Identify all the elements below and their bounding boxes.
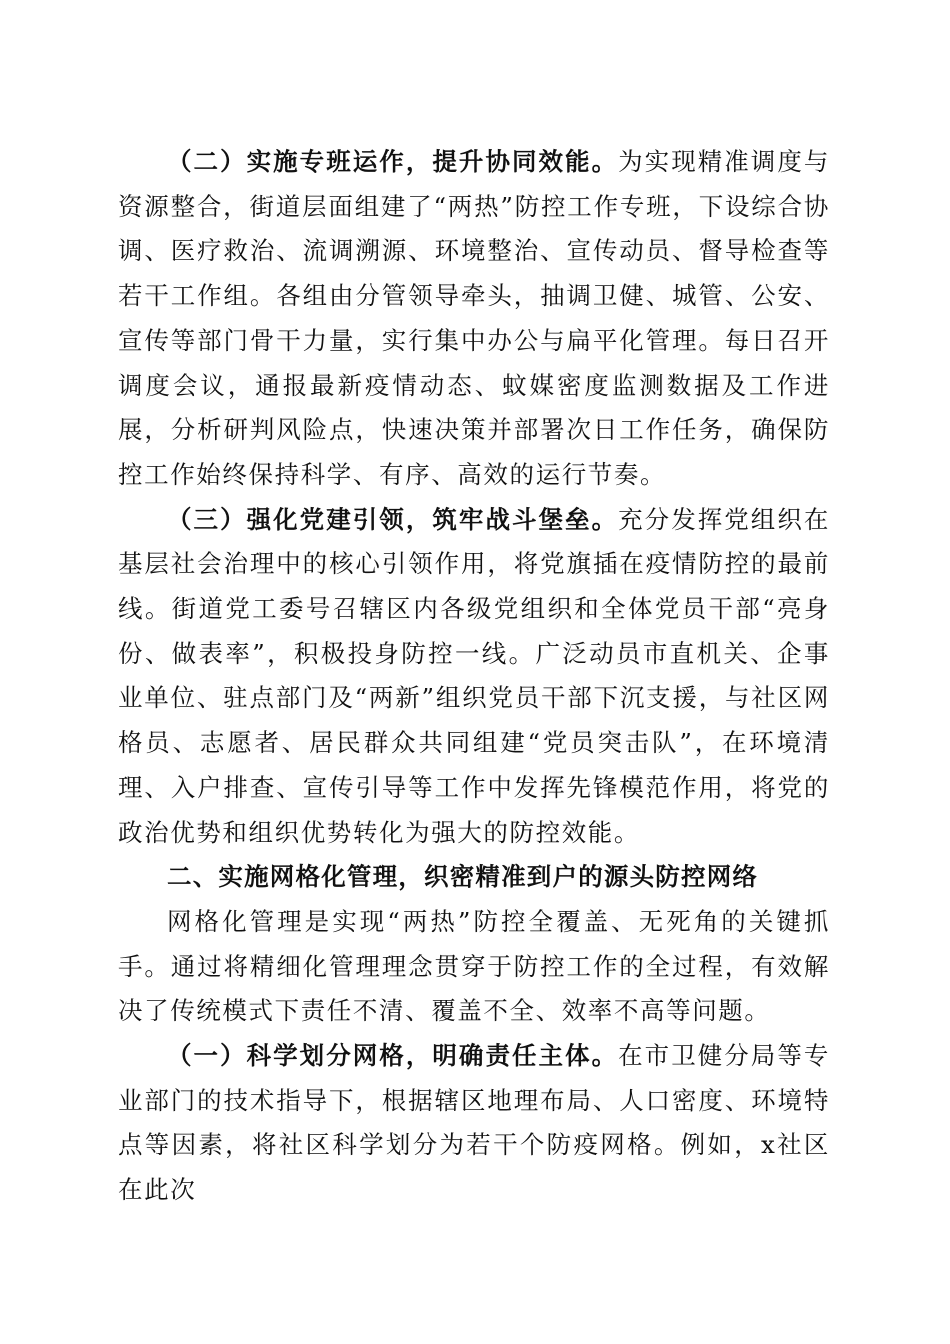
paragraph-grid-division: [118, 1034, 830, 1213]
paragraph-body: 充分发挥党组织在基层社会治理中的核心引领作用，将党旗插在疫情防控的最前线。街道党工委号召辖区内各级党组织和全体党员干部“亮身份、做表率”，积极投身防控一线。广泛动员市直机关、企事业单位、驻点部门及“两新”组织党员干部下沉支援，与社区网格员、志愿者、居民群众共同组建“党员突击队”，在环境清理、入户排查、宣传引导等工作中发挥先锋模范作用，将党的政治优势和组织优势转化为强大的防控效能。: [118, 504, 830, 847]
paragraph-body: 为实现精准调度与资源整合，街道层面组建了“两热”防控工作专班，下设综合协调、医疗救治、流调溯源、环境整治、宣传动员、督导检查等若干工作组。各组由分管领导牵头，抽调卫健、城管、公安、宣传等部门骨干力量，实行集中办公与扁平化管理。每日召开调度会议，通报最新疫情动态、蚊媒密度监测数据及工作进展，分析研判风险点，快速决策并部署次日工作任务，确保防控工作始终保持科学、有序、高效的运行节奏。: [118, 147, 830, 489]
document-page: [118, 140, 830, 1213]
section-intro-paragraph: 网格化管理是实现“两热”防控全覆盖、无死角的关键抓手。通过将精细化管理理念贯穿于防控工作的全过程，有效解决了传统模式下责任不清、覆盖不全、效率不高等问题。: [118, 906, 830, 1026]
paragraph-lead: （三）强化党建引领，筑牢战斗堡垒。: [167, 504, 619, 534]
paragraph-body: 在市卫健分局等专业部门的技术指导下，根据辖区地理布局、人口密度、环境特点等因素，将社区科学划分为若干个防疫网格。例如，x社区在此次: [118, 1041, 830, 1205]
section-heading: 二、实施网格化管理，织密精准到户的源头防控网络: [167, 862, 759, 892]
paragraph-party-leadership: [118, 498, 830, 856]
paragraph-lead: （二）实施专班运作，提升协同效能。: [167, 147, 619, 176]
paragraph-special-task-force: [118, 140, 830, 498]
paragraph-lead: （一）科学划分网格，明确责任主体。: [167, 1041, 619, 1071]
